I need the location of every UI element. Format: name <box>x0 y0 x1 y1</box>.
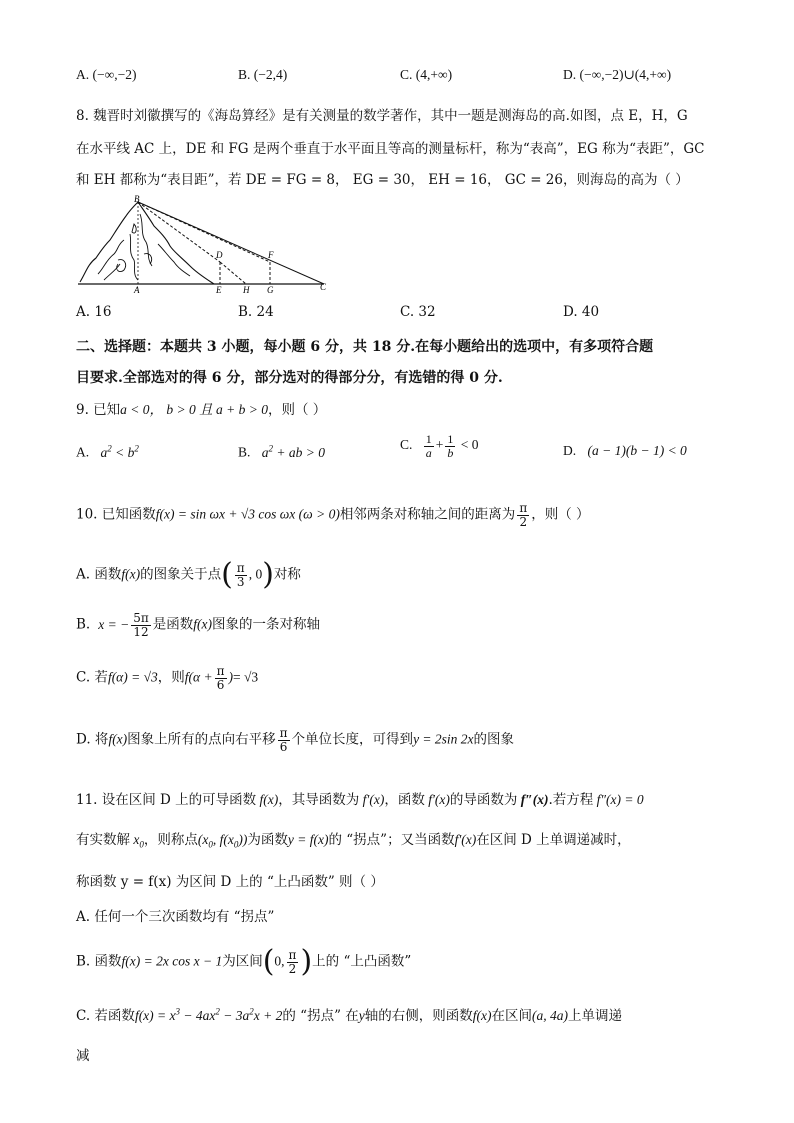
q11-option-b-frac <box>287 949 299 975</box>
q11-option-c-wrap: 减 <box>76 1048 90 1064</box>
q7-option-d: D. (−∞,−2)∪(4,+∞) <box>563 67 672 82</box>
q10-option-d-end: 的图象 <box>473 731 515 748</box>
q10-option-d-frac <box>278 727 290 753</box>
q8-option-a: A. 16 <box>76 304 112 320</box>
q10-option-b-suffix: 是函数 <box>152 616 194 633</box>
q8-option-c: C. 32 <box>400 304 436 320</box>
q7-option-b: B. (−2,4) <box>238 67 288 82</box>
q8-option-b: B. 24 <box>238 304 274 320</box>
q8-stem-line2: 在水平线 AC 上，DE 和 FG 是两个垂直于水平面且等高的测量标杆，称为“表高”，EG 称为“表距”，GC <box>76 141 705 157</box>
q11-option-c-y: y <box>358 1008 365 1023</box>
q11-line1-end: .若方程 <box>548 792 594 808</box>
label-h: H <box>243 285 250 294</box>
q10-option-c-frac <box>215 665 227 691</box>
q10-stem-frac-num: π <box>519 501 528 515</box>
q7-option-c: C. (4,+∞) <box>400 67 453 82</box>
q9-option-b-label: B. <box>238 444 251 460</box>
q10-option-b-prefix: B. <box>76 616 91 633</box>
q10-option-c-result: = √3 <box>233 669 259 685</box>
q10-option-c-frac-num: π <box>216 664 225 678</box>
q10-option-d-prefix: D. 将 <box>76 731 109 748</box>
q10-stem-frac <box>517 502 529 528</box>
q11-line1-mid3: 的导函数为 <box>449 792 518 808</box>
label-f: F <box>268 250 274 260</box>
q11-option-b-frac-num: π <box>288 947 297 962</box>
sight-line-bf <box>138 202 270 262</box>
q9-stem-prefix: 9. 已知 <box>76 402 121 418</box>
q10-option-d-mid: 图象上所有的点向右平移 <box>127 731 276 748</box>
q9-option-a <box>76 443 139 461</box>
sight-line-bd <box>138 202 220 262</box>
q10-option-d-frac-den: 6 <box>279 739 288 754</box>
label-b: B <box>134 194 140 204</box>
q8-stem-line1: 8. 魏晋时刘徽撰写的《海岛算经》是有关测量的数学著作，其中一题是测海岛的高.如图，点 E，H，G <box>76 108 688 124</box>
q11-stem-line3: 称函数 y = f(x) 为区间 D 上的 “上凸函数” 则（ ） <box>76 874 384 890</box>
q9-stem-suffix: ，则（ ） <box>268 402 327 418</box>
q10-option-c: C. 若f(α) = √3，则f(α + $\frac{\pi}{6}$ )= √3 <box>76 664 259 692</box>
q11-line2-prefix: 有实数解 <box>76 832 130 848</box>
q9-stem-condition: a < 0， b > 0 且 a + b > 0 <box>120 402 268 417</box>
q10-option-a-frac <box>235 562 247 588</box>
q10-stem-suffix: ，则（ ） <box>531 506 590 523</box>
q11-line1-mid: ，其导函数为 <box>278 792 360 808</box>
q10-stem-prefix: 10. 已知函数 <box>76 506 156 523</box>
q11-option-b-prefix: B. 函数 <box>76 953 122 970</box>
q9-option-c-frac1: $\frac{1}{a}$ <box>425 432 432 460</box>
q11-line2-end: 在区间 D 上单调递减时， <box>476 832 631 848</box>
q10-option-a-prefix: A. 函数 <box>76 566 122 583</box>
q10-option-c-prefix: C. 若 <box>76 669 108 686</box>
q11-option-b-suffix: 上的 “上凸函数” <box>312 953 412 970</box>
section2-header-line2: 目要求.全部选对的得 6 分，部分选对的得部分分，有选错的得 0 分. <box>76 370 503 386</box>
q9-option-d-label: D. <box>563 443 577 458</box>
sight-line-dh <box>220 262 246 284</box>
q10-option-a-frac-num: π <box>236 560 245 575</box>
q10-stem-mid: 相邻两条对称轴之间的距离为 <box>339 506 516 523</box>
q9-option-c: C. $\frac{1}{a}$ + $\frac{1}{b}$ < 0 <box>400 432 479 460</box>
q8-option-d: D. 40 <box>563 304 600 320</box>
q8-island-figure <box>74 194 334 294</box>
q11-line2-mid2: 为函数 <box>247 832 288 848</box>
island-contours <box>98 214 190 280</box>
q10-option-b: B. x = − $\frac{5\pi}{12}$ 是函数f(x)图象的一条对称轴 <box>76 611 320 639</box>
q10-option-a-frac-den: 3 <box>236 574 245 589</box>
q11-line1-mid2: ，函数 <box>384 792 425 808</box>
q9-option-d-expr: (a − 1)(b − 1) < 0 <box>587 443 687 458</box>
q10-option-d-tail: 个单位长度，可得到 <box>291 731 414 748</box>
q10-option-b-tail: 图象的一条对称轴 <box>211 616 320 633</box>
q10-option-b-fx: f(x) <box>193 616 212 632</box>
q10-option-a-mid: 的图象关于点 <box>140 566 222 583</box>
q10-option-c-frac-den: 6 <box>216 677 225 692</box>
q9-option-c-label: C. <box>400 437 413 453</box>
q9-option-a-expr: $a^2 < b^2$ <box>100 443 139 460</box>
q10-option-a-fx: f(x) <box>121 566 141 582</box>
q7-option-a: A. (−∞,−2) <box>76 67 137 82</box>
q11-option-c-mid: 的 “拐点” 在 <box>282 1008 359 1024</box>
q9-option-a-label: A. <box>76 444 90 460</box>
q9-option-b <box>238 443 325 461</box>
q10-option-b-frac-den: 12 <box>133 624 149 639</box>
q9-option-b-expr: $a^2$ + ab > 0 <box>261 443 325 460</box>
q10-stem-frac-den: 2 <box>519 514 528 529</box>
q10-stem <box>76 502 590 528</box>
q11-option-c-mid4: 在区间 <box>491 1008 532 1024</box>
q11-option-c-mid3: 轴的右侧，则函数 <box>364 1008 473 1024</box>
section2-header-line1: 二、选择题：本题共 3 小题，每小题 6 分，共 18 分.在每小题给出的选项中，有多项符合题 <box>76 339 654 355</box>
q11-option-c-end: 上单调递 <box>568 1008 622 1024</box>
q10-option-d-fx: f(x) <box>108 731 128 747</box>
q10-option-b-frac <box>131 612 151 638</box>
q10-option-a-suffix: 对称 <box>273 566 301 583</box>
label-c: C <box>320 282 327 292</box>
q11-line2-mid3: 的 “拐点”；又当函数 <box>328 832 455 848</box>
q10-option-d-func: y = 2sin 2x <box>413 731 474 747</box>
q10-option-d <box>76 727 514 753</box>
q11-option-b-mid: 为区间 <box>222 953 263 970</box>
q11-option-c-prefix: C. 若函数 <box>76 1008 135 1024</box>
q10-option-d-frac-num: π <box>279 726 288 740</box>
q10-option-c-cond: f(α) = √3 <box>107 669 158 685</box>
label-d: D <box>216 250 223 260</box>
q10-option-c-mid: ，则 <box>157 669 185 686</box>
q11-option-c: C. 若函数$f(x) = x^3 - 4ax^2 - 3a^2x + 2$的 “拐点” 在y轴的右侧，则函数f(x)在区间(a, 4a)上单调递 <box>76 1006 622 1024</box>
q10-option-b-frac-num: 5π <box>133 611 149 625</box>
q10-stem-func: f(x) = sin ωx + √3 cos ωx (ω > 0) <box>155 506 340 522</box>
q11-option-b-frac-den: 2 <box>288 961 297 976</box>
q11-line1-prefix: 11. 设在区间 D 上的可导函数 <box>76 792 257 808</box>
q11-option-b: B. 函数f(x) = 2x cos x − 1为区间(0, $\frac{\pi}{2}$ )上的 “上凸函数” <box>76 944 412 979</box>
q9-stem <box>76 398 326 418</box>
q10-option-a: A. 函数f(x)的图象关于点( $\frac{\pi}{3}$ , 0)对称 <box>76 557 301 592</box>
q9-option-d <box>563 443 687 459</box>
label-e: E <box>216 285 222 294</box>
q11-option-a: A. 任何一个三次函数均有 “拐点” <box>76 909 275 925</box>
q9-option-c-frac2: $\frac{1}{b}$ <box>447 432 454 460</box>
label-a: A <box>134 285 140 294</box>
label-g: G <box>267 285 274 294</box>
q11-option-b-func: f(x) = 2x cos x − 1 <box>121 953 223 969</box>
q8-stem-line3: 和 EH 都称为“表目距”，若 DE = FG = 8， EG = 30， EH = 16， GC = 26，则海岛的高为（ ） <box>76 172 689 188</box>
q11-option-c-interval: (a, 4a) <box>532 1008 568 1023</box>
q11-line2-mid: ，则称点 <box>143 832 198 848</box>
q11-stem-line2: 有实数解 $x_0$，则称点($x_0$, $f(x_0)$)为函数y = f(x)的 “拐点”；又当函数f′(x)在区间 D 上单调递减时， <box>76 832 631 850</box>
q11-stem-line1: 11. 设在区间 D 上的可导函数 f(x)，其导函数为 f′(x)，函数 f′(x)的导函数为 f″(x).若方程 f″(x) = 0 <box>76 792 644 808</box>
